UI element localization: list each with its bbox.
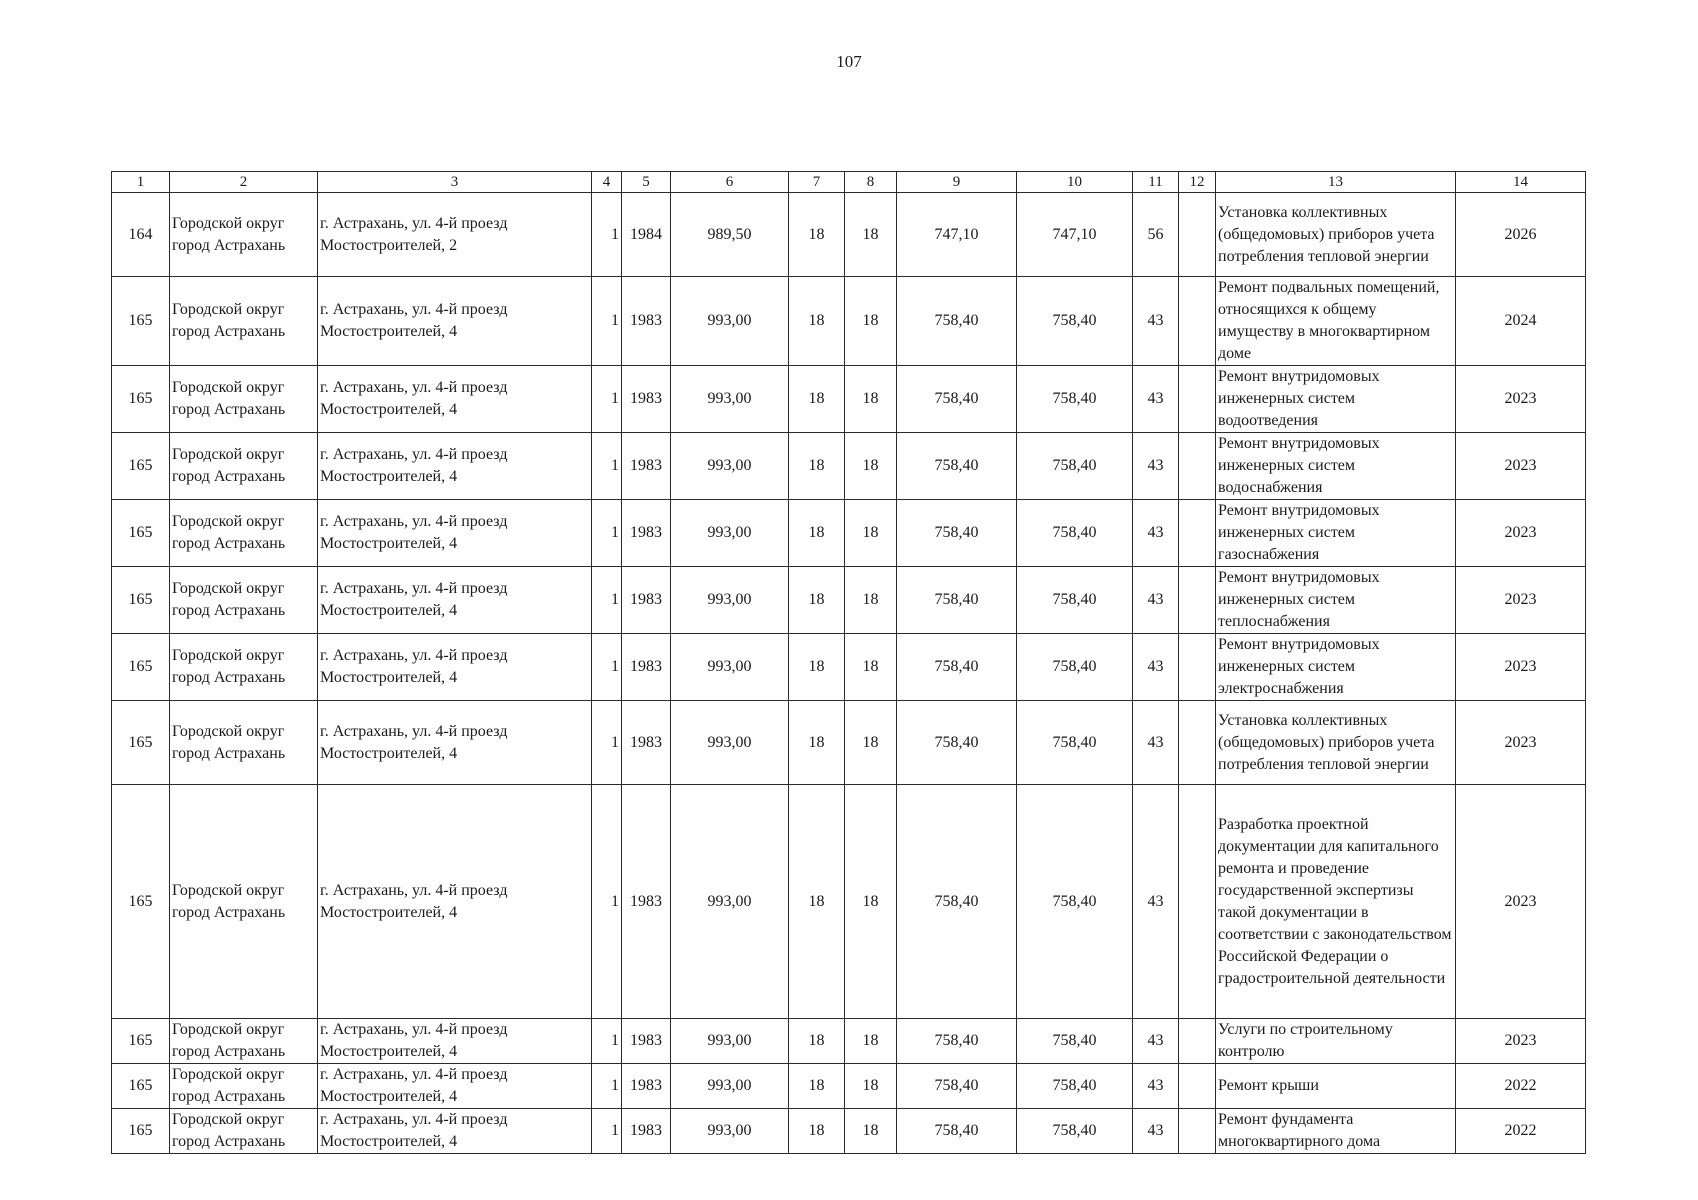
- column-number: 5: [622, 172, 671, 193]
- column-number-header: [112, 172, 1586, 193]
- column-11-cell: 43: [1133, 500, 1179, 567]
- row-number-cell: 165: [112, 785, 170, 1019]
- column-4-cell: 1: [592, 1109, 622, 1154]
- address-cell: г. Астрахань, ул. 4-й проезд Мостостроителей, 4: [318, 1064, 592, 1109]
- work-type-cell: Ремонт внутридомовых инженерных систем электроснабжения: [1216, 634, 1456, 701]
- column-12-cell: [1179, 1109, 1216, 1154]
- build-year-cell: 1983: [622, 500, 671, 567]
- column-8-cell: 18: [845, 1019, 897, 1064]
- column-8-cell: 18: [845, 500, 897, 567]
- column-9-cell: 758,40: [897, 433, 1017, 500]
- header-row: [112, 172, 1586, 193]
- work-type-cell: Ремонт внутридомовых инженерных систем газоснабжения: [1216, 500, 1456, 567]
- column-9-cell: 758,40: [897, 277, 1017, 366]
- work-type-cell: Ремонт крыши: [1216, 1064, 1456, 1109]
- column-4-cell: 1: [592, 366, 622, 433]
- planned-year-cell: 2023: [1456, 634, 1586, 701]
- address-cell: г. Астрахань, ул. 4-й проезд Мостостроителей, 2: [318, 193, 592, 277]
- column-4-cell: 1: [592, 500, 622, 567]
- column-12-cell: [1179, 567, 1216, 634]
- column-11-cell: 43: [1133, 785, 1179, 1019]
- column-6-cell: 993,00: [671, 433, 789, 500]
- address-cell: г. Астрахань, ул. 4-й проезд Мостостроителей, 4: [318, 433, 592, 500]
- column-7-cell: 18: [789, 634, 845, 701]
- column-11-cell: 43: [1133, 1064, 1179, 1109]
- row-number-cell: 164: [112, 193, 170, 277]
- table-row: [112, 1064, 1586, 1109]
- column-10-cell: 758,40: [1017, 785, 1133, 1019]
- column-7-cell: 18: [789, 701, 845, 785]
- address-cell: г. Астрахань, ул. 4-й проезд Мостостроителей, 4: [318, 1109, 592, 1154]
- row-number-cell: 165: [112, 634, 170, 701]
- column-number: 13: [1216, 172, 1456, 193]
- column-12-cell: [1179, 193, 1216, 277]
- table-row: [112, 634, 1586, 701]
- column-8-cell: 18: [845, 433, 897, 500]
- repair-program-table: [111, 171, 1586, 1154]
- column-number: 9: [897, 172, 1017, 193]
- build-year-cell: 1983: [622, 1019, 671, 1064]
- build-year-cell: 1983: [622, 634, 671, 701]
- column-7-cell: 18: [789, 277, 845, 366]
- column-6-cell: 993,00: [671, 277, 789, 366]
- municipality-cell: Городской округ город Астрахань: [170, 1109, 318, 1154]
- column-6-cell: 989,50: [671, 193, 789, 277]
- build-year-cell: 1983: [622, 701, 671, 785]
- column-4-cell: 1: [592, 433, 622, 500]
- build-year-cell: 1983: [622, 277, 671, 366]
- table-row: [112, 785, 1586, 1019]
- row-number-cell: 165: [112, 1109, 170, 1154]
- column-10-cell: 758,40: [1017, 567, 1133, 634]
- column-number: 2: [170, 172, 318, 193]
- column-9-cell: 758,40: [897, 366, 1017, 433]
- build-year-cell: 1983: [622, 1109, 671, 1154]
- work-type-cell: Ремонт внутридомовых инженерных систем водоотведения: [1216, 366, 1456, 433]
- table-row: [112, 277, 1586, 366]
- column-number: 8: [845, 172, 897, 193]
- table-row: [112, 193, 1586, 277]
- table-row: [112, 567, 1586, 634]
- column-11-cell: 43: [1133, 366, 1179, 433]
- column-10-cell: 758,40: [1017, 366, 1133, 433]
- column-7-cell: 18: [789, 1109, 845, 1154]
- column-10-cell: 758,40: [1017, 634, 1133, 701]
- column-8-cell: 18: [845, 1109, 897, 1154]
- row-number-cell: 165: [112, 366, 170, 433]
- column-11-cell: 43: [1133, 277, 1179, 366]
- page-number: 107: [836, 52, 862, 71]
- column-8-cell: 18: [845, 567, 897, 634]
- row-number-cell: 165: [112, 277, 170, 366]
- column-number: 1: [112, 172, 170, 193]
- column-7-cell: 18: [789, 193, 845, 277]
- column-11-cell: 43: [1133, 1109, 1179, 1154]
- planned-year-cell: 2023: [1456, 366, 1586, 433]
- column-10-cell: 758,40: [1017, 1109, 1133, 1154]
- column-12-cell: [1179, 1064, 1216, 1109]
- column-12-cell: [1179, 701, 1216, 785]
- column-9-cell: 758,40: [897, 1019, 1017, 1064]
- row-number-cell: 165: [112, 701, 170, 785]
- address-cell: г. Астрахань, ул. 4-й проезд Мостостроителей, 4: [318, 634, 592, 701]
- column-7-cell: 18: [789, 1064, 845, 1109]
- column-9-cell: 758,40: [897, 1064, 1017, 1109]
- work-type-cell: Установка коллективных (общедомовых) приборов учета потребления тепловой энергии: [1216, 193, 1456, 277]
- municipality-cell: Городской округ город Астрахань: [170, 277, 318, 366]
- work-type-cell: Ремонт внутридомовых инженерных систем теплоснабжения: [1216, 567, 1456, 634]
- work-type-cell: Ремонт внутридомовых инженерных систем водоснабжения: [1216, 433, 1456, 500]
- column-12-cell: [1179, 277, 1216, 366]
- column-4-cell: 1: [592, 1064, 622, 1109]
- table-body: [112, 193, 1586, 1154]
- column-10-cell: 758,40: [1017, 701, 1133, 785]
- column-12-cell: [1179, 785, 1216, 1019]
- municipality-cell: Городской округ город Астрахань: [170, 193, 318, 277]
- municipality-cell: Городской округ город Астрахань: [170, 634, 318, 701]
- table-row: [112, 1019, 1586, 1064]
- column-9-cell: 758,40: [897, 701, 1017, 785]
- column-number: 4: [592, 172, 622, 193]
- column-8-cell: 18: [845, 1064, 897, 1109]
- work-type-cell: Разработка проектной документации для капитального ремонта и проведение государственной экспертизы такой документации в соответствии с законодательством Российской Федерации о градостроительной деятельности: [1216, 785, 1456, 1019]
- column-9-cell: 758,40: [897, 567, 1017, 634]
- planned-year-cell: 2023: [1456, 500, 1586, 567]
- column-6-cell: 993,00: [671, 1064, 789, 1109]
- column-10-cell: 758,40: [1017, 277, 1133, 366]
- row-number-cell: 165: [112, 433, 170, 500]
- column-7-cell: 18: [789, 567, 845, 634]
- column-7-cell: 18: [789, 785, 845, 1019]
- column-10-cell: 758,40: [1017, 1019, 1133, 1064]
- column-8-cell: 18: [845, 701, 897, 785]
- address-cell: г. Астрахань, ул. 4-й проезд Мостостроителей, 4: [318, 567, 592, 634]
- planned-year-cell: 2023: [1456, 433, 1586, 500]
- column-6-cell: 993,00: [671, 1109, 789, 1154]
- column-11-cell: 43: [1133, 634, 1179, 701]
- municipality-cell: Городской округ город Астрахань: [170, 500, 318, 567]
- column-12-cell: [1179, 634, 1216, 701]
- column-11-cell: 56: [1133, 193, 1179, 277]
- planned-year-cell: 2023: [1456, 1019, 1586, 1064]
- municipality-cell: Городской округ город Астрахань: [170, 433, 318, 500]
- table-row: [112, 1109, 1586, 1154]
- column-7-cell: 18: [789, 1019, 845, 1064]
- column-6-cell: 993,00: [671, 785, 789, 1019]
- work-type-cell: Ремонт подвальных помещений, относящихся к общему имуществу в многоквартирном доме: [1216, 277, 1456, 366]
- municipality-cell: Городской округ город Астрахань: [170, 1064, 318, 1109]
- column-10-cell: 758,40: [1017, 1064, 1133, 1109]
- column-12-cell: [1179, 1019, 1216, 1064]
- column-11-cell: 43: [1133, 433, 1179, 500]
- planned-year-cell: 2023: [1456, 567, 1586, 634]
- column-9-cell: 758,40: [897, 500, 1017, 567]
- municipality-cell: Городской округ город Астрахань: [170, 785, 318, 1019]
- column-9-cell: 747,10: [897, 193, 1017, 277]
- planned-year-cell: 2023: [1456, 785, 1586, 1019]
- row-number-cell: 165: [112, 1019, 170, 1064]
- column-4-cell: 1: [592, 634, 622, 701]
- column-10-cell: 747,10: [1017, 193, 1133, 277]
- column-6-cell: 993,00: [671, 366, 789, 433]
- column-9-cell: 758,40: [897, 634, 1017, 701]
- column-6-cell: 993,00: [671, 634, 789, 701]
- column-number: 7: [789, 172, 845, 193]
- build-year-cell: 1983: [622, 567, 671, 634]
- column-8-cell: 18: [845, 366, 897, 433]
- column-10-cell: 758,40: [1017, 433, 1133, 500]
- column-8-cell: 18: [845, 785, 897, 1019]
- municipality-cell: Городской округ город Астрахань: [170, 701, 318, 785]
- column-7-cell: 18: [789, 500, 845, 567]
- address-cell: г. Астрахань, ул. 4-й проезд Мостостроителей, 4: [318, 277, 592, 366]
- column-number: 12: [1179, 172, 1216, 193]
- column-11-cell: 43: [1133, 1019, 1179, 1064]
- column-12-cell: [1179, 366, 1216, 433]
- work-type-cell: Услуги по строительному контролю: [1216, 1019, 1456, 1064]
- row-number-cell: 165: [112, 567, 170, 634]
- column-number: 14: [1456, 172, 1586, 193]
- address-cell: г. Астрахань, ул. 4-й проезд Мостостроителей, 4: [318, 701, 592, 785]
- municipality-cell: Городской округ город Астрахань: [170, 1019, 318, 1064]
- column-4-cell: 1: [592, 277, 622, 366]
- column-10-cell: 758,40: [1017, 500, 1133, 567]
- row-number-cell: 165: [112, 500, 170, 567]
- table-row: [112, 500, 1586, 567]
- column-7-cell: 18: [789, 433, 845, 500]
- row-number-cell: 165: [112, 1064, 170, 1109]
- table-row: [112, 701, 1586, 785]
- column-9-cell: 758,40: [897, 785, 1017, 1019]
- address-cell: г. Астрахань, ул. 4-й проезд Мостостроителей, 4: [318, 785, 592, 1019]
- column-4-cell: 1: [592, 701, 622, 785]
- column-6-cell: 993,00: [671, 701, 789, 785]
- address-cell: г. Астрахань, ул. 4-й проезд Мостостроителей, 4: [318, 500, 592, 567]
- work-type-cell: Ремонт фундамента многоквартирного дома: [1216, 1109, 1456, 1154]
- build-year-cell: 1983: [622, 1064, 671, 1109]
- address-cell: г. Астрахань, ул. 4-й проезд Мостостроителей, 4: [318, 366, 592, 433]
- column-number: 11: [1133, 172, 1179, 193]
- column-11-cell: 43: [1133, 567, 1179, 634]
- address-cell: г. Астрахань, ул. 4-й проезд Мостостроителей, 4: [318, 1019, 592, 1064]
- municipality-cell: Городской округ город Астрахань: [170, 567, 318, 634]
- column-4-cell: 1: [592, 567, 622, 634]
- build-year-cell: 1983: [622, 785, 671, 1019]
- column-number: 3: [318, 172, 592, 193]
- column-6-cell: 993,00: [671, 1019, 789, 1064]
- column-6-cell: 993,00: [671, 567, 789, 634]
- column-8-cell: 18: [845, 277, 897, 366]
- planned-year-cell: 2024: [1456, 277, 1586, 366]
- column-11-cell: 43: [1133, 701, 1179, 785]
- planned-year-cell: 2023: [1456, 701, 1586, 785]
- municipality-cell: Городской округ город Астрахань: [170, 366, 318, 433]
- planned-year-cell: 2026: [1456, 193, 1586, 277]
- build-year-cell: 1984: [622, 193, 671, 277]
- column-9-cell: 758,40: [897, 1109, 1017, 1154]
- column-4-cell: 1: [592, 193, 622, 277]
- table-row: [112, 366, 1586, 433]
- work-type-cell: Установка коллективных (общедомовых) приборов учета потребления тепловой энергии: [1216, 701, 1456, 785]
- build-year-cell: 1983: [622, 366, 671, 433]
- planned-year-cell: 2022: [1456, 1064, 1586, 1109]
- column-8-cell: 18: [845, 634, 897, 701]
- build-year-cell: 1983: [622, 433, 671, 500]
- column-12-cell: [1179, 500, 1216, 567]
- planned-year-cell: 2022: [1456, 1109, 1586, 1154]
- column-number: 6: [671, 172, 789, 193]
- table-row: [112, 433, 1586, 500]
- column-4-cell: 1: [592, 1019, 622, 1064]
- column-7-cell: 18: [789, 366, 845, 433]
- column-8-cell: 18: [845, 193, 897, 277]
- column-4-cell: 1: [592, 785, 622, 1019]
- column-6-cell: 993,00: [671, 500, 789, 567]
- column-number: 10: [1017, 172, 1133, 193]
- column-12-cell: [1179, 433, 1216, 500]
